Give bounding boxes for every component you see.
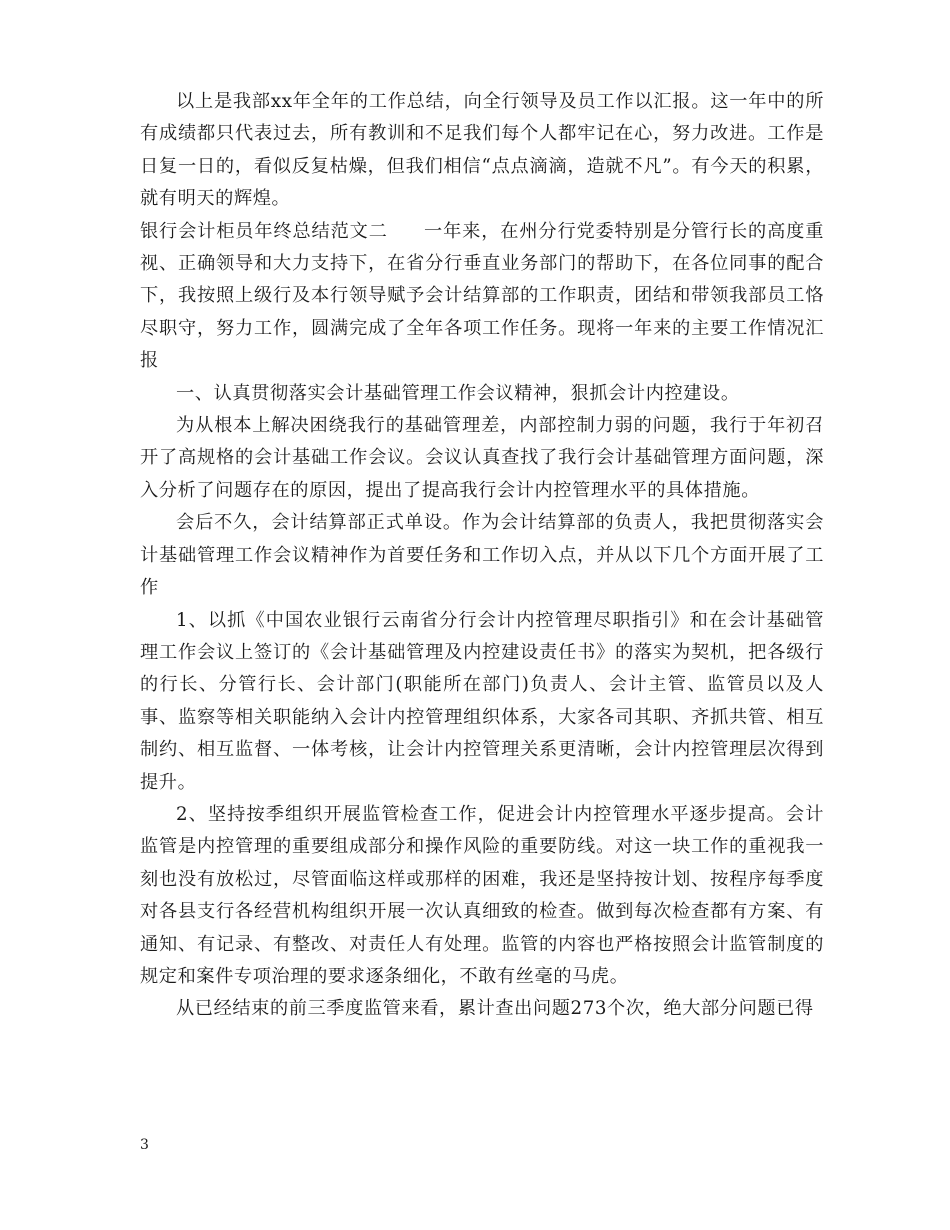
paragraph-summary-closing: 以上是我部xx年全年的工作总结，向全行领导及员工作以汇报。这一年中的所有成绩都只代表过去，所有教训和不足我们每个人都牢记在心，努力改进。工作是日复一日的，看似反复枯燥，但我们相信“点点滴滴，造就不凡”。有今天的积累，就有明天的辉煌。 [140,91,824,210]
paragraph-department-setup: 会后不久，会计结算部正式单设。作为会计结算部的负责人，我把贯彻落实会计基础管理工作会议精神作为首要任务和工作切入点，并从以下几个方面开展了工作 [140,512,824,599]
paragraph-problem-solving: 为从根本上解决困绕我行的基础管理差，内部控制力弱的问题，我行于年初召开了高规格的会计基础工作会议。会议认真查找了我行会计基础管理方面问题，深入分析了问题存在的原因，提出了提高我行会计内控管理水平的具体措施。 [140,415,824,501]
section-title: 银行会计柜员年终总结范文二 [140,220,388,242]
paragraph-quarterly-results: 从已经结束的前三季度监管来看，累计查出问题273个次，绝大部分问题已得 [176,998,814,1020]
page-number: 3 [140,1137,149,1153]
subsection-heading-1: 一、认真贯彻落实会计基础管理工作会议精神，狠抓会计内控建设。 [176,382,740,404]
section-heading-paragraph [140,216,824,378]
section-intro: 一年来，在州分行党委特别是分管行长的高度重视、正确领导和大力支持下，在省分行垂直业务部门的帮助下，在各位同事的配合下，我按照上级行及本行领导赋予会计结算部的工作职责，团结和带领我部员工恪尽职守，努力工作，圆满完成了全年各项工作任务。现将一年来的主要工作情况汇报 [140,220,824,372]
document-body [140,86,824,1026]
list-item-1: 1、以抓《中国农业银行云南省分行会计内控管理尽职指引》和在会计基础管理工作会议上签订的《会计基础管理及内控建设责任书》的落实为契机，把各级行的行长、分管行长、会计部门(职能所在部门)负责人、会计主管、监管员以及人事、监察等相关职能纳入会计内控管理组织体系，大家各司其职、齐抓共管、相互制约、相互监督、一体考核，让会计内控管理关系更清晰，会计内控管理层次得到提升。 [140,609,824,793]
list-item-2: 2、坚持按季组织开展监管检查工作，促进会计内控管理水平逐步提高。会计监管是内控管理的重要组成部分和操作风险的重要防线。对这一块工作的重视我一刻也没有放松过，尽管面临这样或那样的困难，我还是坚持按计划、按程序每季度对各县支行各经营机构组织开展一次认真细致的检查。做到每次检查都有方案、有通知、有记录、有整改、对责任人有处理。监管的内容也严格按照会计监管制度的规定和案件专项治理的要求逐条细化，不敢有丝毫的马虎。 [140,803,824,987]
